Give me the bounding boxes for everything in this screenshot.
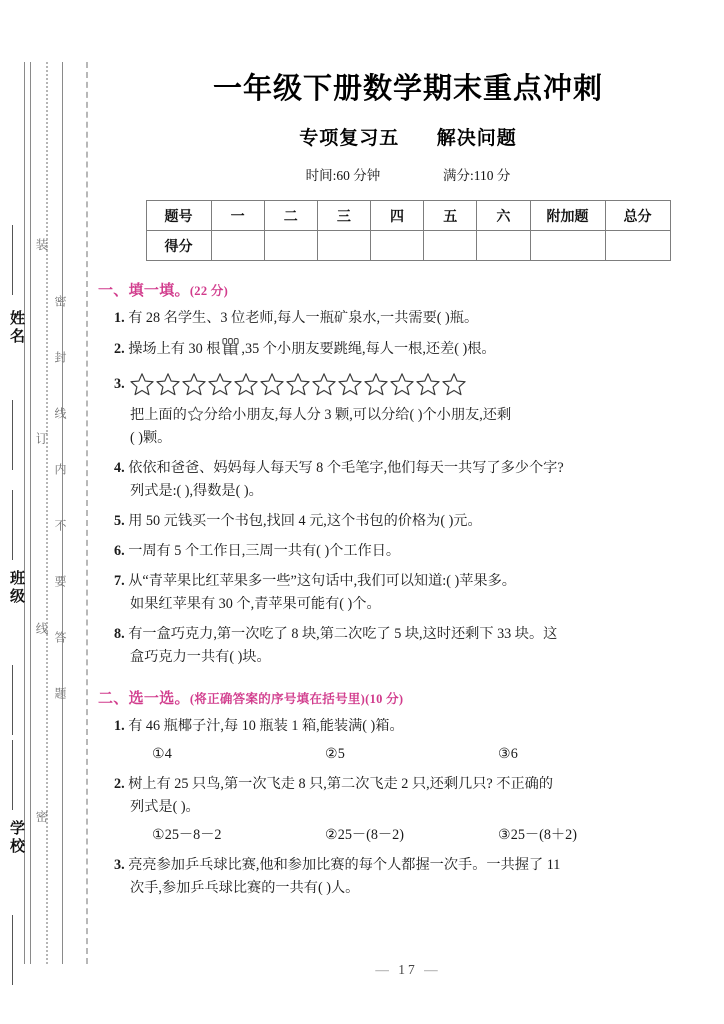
- binding-word-mi: 密: [34, 810, 48, 901]
- score-table: [146, 200, 671, 261]
- subtitle-left: 专项复习五: [299, 128, 400, 149]
- answer-option[interactable]: ①4: [152, 746, 172, 762]
- score-table-row-label: 题号: [146, 201, 211, 231]
- score-table-column-header: 总分: [605, 201, 670, 231]
- star-illustration-row: [114, 371, 724, 397]
- score-table-cell[interactable]: [317, 231, 370, 261]
- question-item: [114, 510, 724, 533]
- question-line: 6. 一周有 5 个工作日,三周一共有( )个工作日。: [114, 543, 401, 559]
- write-rule-6: [12, 915, 13, 985]
- section-heading-section-two: [98, 687, 724, 708]
- question-line: 3. 亮亮参加乒乓球比赛,他和参加比赛的每个人都握一次手。一共握了 11: [114, 857, 561, 873]
- score-table-column-header: 五: [424, 201, 477, 231]
- question-line: 1. 有 28 名学生、3 位老师,每人一瓶矿泉水,一共需要( )瓶。: [114, 310, 479, 326]
- section-title: 一、填一填。: [98, 283, 190, 299]
- write-rule-1: [12, 225, 13, 295]
- question-item: [114, 540, 724, 563]
- question-number: 1.: [114, 310, 125, 326]
- star-icon: [285, 371, 311, 397]
- score-table-column-header: 附加题: [530, 201, 605, 231]
- score-table-column-header: 三: [317, 201, 370, 231]
- write-rule-2: [12, 400, 13, 470]
- question-line: 盒巧克力一共有( )块。: [130, 649, 271, 665]
- question-item: [114, 715, 724, 766]
- question-number: 5.: [114, 513, 125, 529]
- section-heading-section-one: [98, 279, 724, 300]
- margin-label-name: 姓名: [8, 310, 24, 346]
- margin-rule-line-2: [30, 62, 31, 964]
- page-title: 一年级下册数学期末重点冲刺: [212, 73, 603, 105]
- question-item: [114, 307, 724, 330]
- binding-margin: [0, 0, 92, 1024]
- margin-label-school: 学校: [8, 820, 24, 856]
- question-number: 4.: [114, 460, 125, 476]
- star-icon: [441, 371, 467, 397]
- star-icon: [415, 371, 441, 397]
- question-number: 3.: [114, 857, 125, 873]
- score-table-column-header: 二: [264, 201, 317, 231]
- section-points-hint: (将正确答案的序号填在括号里)(10 分): [189, 692, 404, 706]
- star-icon: [155, 371, 181, 397]
- question-item: [114, 854, 724, 900]
- answer-option[interactable]: ③25－(8＋2): [498, 827, 577, 843]
- question-line: 4. 依依和爸爸、妈妈每人每天写 8 个毛笔字,他们每天一共写了多少个字?: [114, 460, 564, 476]
- question-line: 2. 树上有 25 只鸟,第一次飞走 8 只,第二次飞走 2 只,还剩几只? 不正确的: [114, 776, 554, 792]
- score-table-cell[interactable]: [370, 231, 423, 261]
- star-icon: [129, 371, 155, 397]
- exam-meta: [92, 164, 724, 184]
- answer-option[interactable]: ②25－(8－2): [325, 827, 404, 843]
- question-line: ( )颗。: [130, 430, 172, 446]
- question-number: 2.: [114, 776, 125, 792]
- question-number: 6.: [114, 543, 125, 559]
- subtitle-right: 解决问题: [436, 128, 517, 149]
- star-icon: [187, 405, 204, 422]
- write-rule-4: [12, 665, 13, 735]
- question-line: 5. 用 50 元钱买一个书包,找回 4 元,这个书包的价格为( )元。: [114, 513, 482, 529]
- table-row: [146, 231, 670, 261]
- question-line: 8. 有一盒巧克力,第一次吃了 8 块,第二次吃了 5 块,这时还剩下 33 块。这: [114, 626, 558, 642]
- answer-option[interactable]: ③6: [498, 746, 518, 762]
- answer-option[interactable]: ②5: [325, 746, 345, 762]
- section-title: 二、选一选。: [98, 691, 190, 707]
- question-line: 把上面的 分给小朋友,每人分 3 颗,可以分给( )个小朋友,还剩: [130, 407, 512, 423]
- question-number: 3.: [114, 375, 125, 392]
- binding-word-xian: 线: [34, 622, 48, 713]
- score-table-cell[interactable]: [211, 231, 264, 261]
- margin-label-class: 班级: [8, 570, 24, 606]
- score-table-column-header: 四: [370, 201, 423, 231]
- question-number: 1.: [114, 718, 125, 734]
- footer-dash-right: —: [424, 962, 441, 977]
- page-subtitle: [92, 123, 724, 150]
- question-line: 列式是:( ),得数是( )。: [130, 483, 263, 499]
- question-number: 2.: [114, 341, 125, 357]
- question-item: [114, 773, 724, 847]
- score-table-container: [100, 200, 716, 261]
- question-number: 8.: [114, 626, 125, 642]
- question-line: 如果红苹果有 30 个,青苹果可能有( )个。: [130, 596, 381, 612]
- footer-dash-left: —: [375, 962, 392, 977]
- worksheet-page: [92, 0, 724, 1024]
- time-limit: 时间:60 分钟: [305, 168, 381, 183]
- star-icon: [207, 371, 233, 397]
- star-icon: [259, 371, 285, 397]
- question-line: 7. 从“青苹果比红苹果多一些”这句话中,我们可以知道:( )苹果多。: [114, 573, 516, 589]
- question-item: [114, 337, 724, 361]
- question-line: 1. 有 46 瓶椰子汁,每 10 瓶装 1 箱,能装满( )箱。: [114, 718, 404, 734]
- question-number: 7.: [114, 573, 125, 589]
- score-table-column-header: 六: [477, 201, 530, 231]
- question-item: [114, 404, 724, 450]
- star-icon: [363, 371, 389, 397]
- seal-line-notice: 密封线内不要答题: [53, 295, 67, 743]
- question-item: [114, 623, 724, 669]
- score-table-cell[interactable]: [424, 231, 477, 261]
- question-line: 2. 操场上有 30 根 ,35 个小朋友要跳绳,每人一根,还差( )根。: [114, 337, 724, 361]
- score-table-cell[interactable]: [605, 231, 670, 261]
- score-table-row-label: 得分: [146, 231, 211, 261]
- page-footer: [92, 962, 724, 978]
- question-item: [114, 457, 724, 503]
- write-rule-3: [12, 490, 13, 560]
- binding-word-ding: 订: [34, 432, 48, 523]
- jump-rope-icon: [221, 337, 240, 358]
- score-table-cell[interactable]: [530, 231, 605, 261]
- question-item: [114, 570, 724, 616]
- score-table-cell[interactable]: [264, 231, 317, 261]
- margin-dashed-line: [86, 62, 88, 964]
- table-row: [146, 201, 670, 231]
- write-rule-5: [12, 740, 13, 810]
- footer-page-number: 17: [398, 962, 418, 977]
- question-line: 次手,参加乒乓球比赛的一共有( )人。: [130, 880, 360, 896]
- score-table-cell[interactable]: [477, 231, 530, 261]
- star-icon: [233, 371, 259, 397]
- star-icon: [337, 371, 363, 397]
- star-icon: [311, 371, 337, 397]
- answer-option[interactable]: ①25－8－2: [152, 827, 222, 843]
- answer-options: [152, 824, 724, 847]
- score-table-column-header: 一: [211, 201, 264, 231]
- question-line: 列式是( )。: [130, 799, 200, 815]
- answer-options: [152, 743, 724, 766]
- total-points: 满分:110 分: [443, 168, 511, 183]
- sections-container: [92, 279, 724, 900]
- section-points-hint: (22 分): [189, 284, 229, 298]
- star-icon: [181, 371, 207, 397]
- binding-word-zhuang: 装: [34, 238, 48, 329]
- star-icon: [389, 371, 415, 397]
